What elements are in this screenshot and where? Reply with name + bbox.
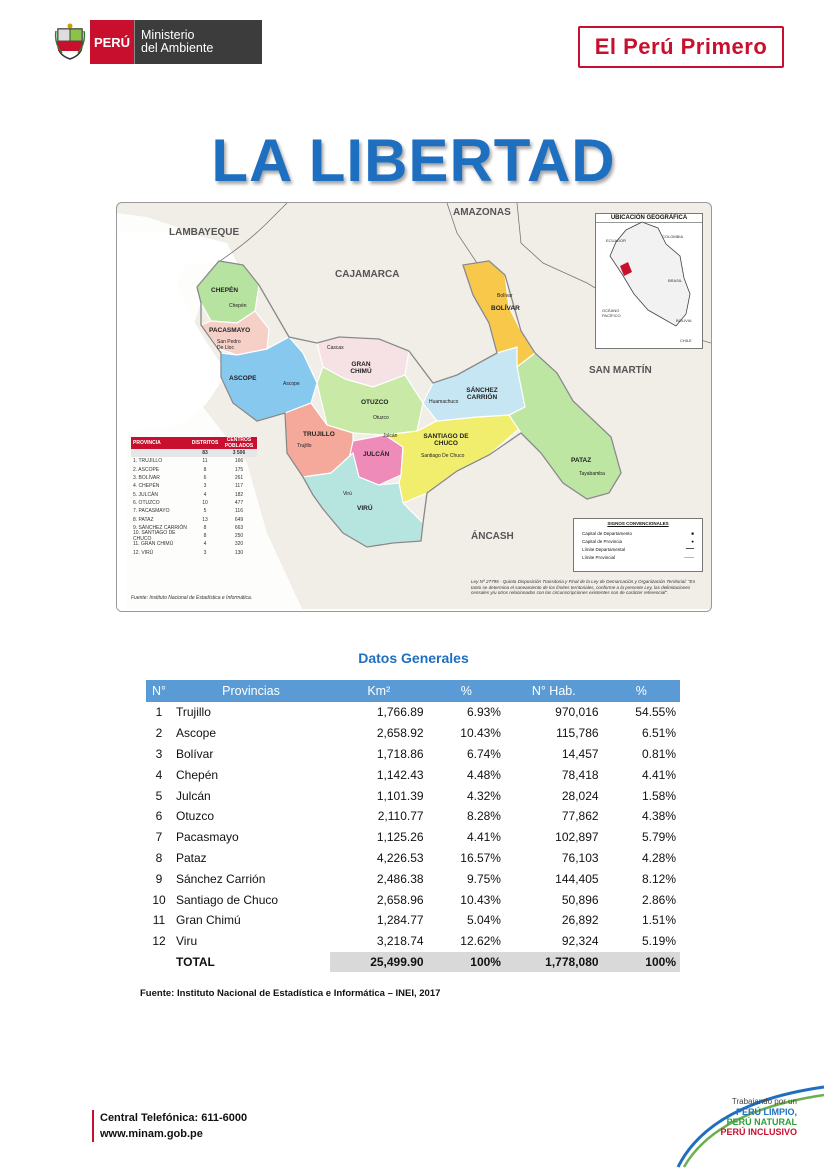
- province-name: Sánchez Carrión: [176, 871, 266, 886]
- area-pct: 10.43%: [460, 892, 501, 907]
- area-pct: 4.48%: [466, 767, 501, 782]
- table-row: [146, 910, 680, 931]
- total-label: TOTAL: [176, 954, 215, 969]
- ministry-line-1: Ministerio: [141, 28, 195, 42]
- map-table-cell: 3: [203, 549, 207, 556]
- legend-item-label: Capital de Departamento: [582, 530, 633, 536]
- area-km2: 1,142.43: [376, 767, 424, 782]
- map-summary-table: [131, 437, 257, 557]
- coat-of-arms-icon: [54, 23, 86, 61]
- population-pct: 8.12%: [641, 871, 676, 886]
- label-ancash: ÁNCASH: [471, 531, 514, 542]
- population-pct: 5.19%: [641, 934, 676, 949]
- population-pct: 0.81%: [641, 746, 676, 761]
- map-table-cell: 1. TRUJILLO: [133, 458, 163, 465]
- province-label: SÁNCHEZ CARRIÓN: [466, 387, 498, 401]
- legend-item: [574, 545, 702, 553]
- population-pct: 1.51%: [641, 913, 676, 928]
- legend-item-label: Límite Departamental: [582, 546, 626, 552]
- row-number: 4: [155, 767, 163, 782]
- area-pct: 8.28%: [466, 809, 501, 824]
- footer-website-link[interactable]: www.minam.gob.pe: [100, 1128, 203, 1140]
- campaign-text: [720, 1097, 797, 1137]
- footer-campaign-logo: [670, 1083, 827, 1169]
- population: 26,892: [561, 913, 599, 928]
- province-label: BOLÍVAR: [491, 305, 520, 312]
- area-pct: 6.74%: [466, 746, 501, 761]
- campaign-line: PERÚ LIMPIO,: [735, 1107, 797, 1117]
- area-pct: 4.32%: [466, 788, 501, 803]
- map-source: Fuente: Instituto Nacional de Estadística e Informática.: [131, 595, 253, 601]
- map-table-row: [131, 457, 257, 465]
- map-legend: [573, 518, 703, 572]
- province-name: Gran Chimú: [176, 913, 241, 928]
- province-label: GRAN CHIMÚ: [350, 361, 372, 375]
- col-header-hab: N° Hab.: [505, 680, 603, 702]
- area-km2: 2,658.96: [376, 892, 424, 907]
- table-body: [146, 702, 680, 952]
- thick-line-icon: ━━━: [685, 546, 694, 551]
- map-table-cell: 649: [234, 516, 244, 523]
- table-row: [146, 785, 680, 806]
- location-inset: [595, 213, 703, 349]
- map-table-cell: 663: [234, 524, 244, 531]
- population: 28,024: [561, 788, 599, 803]
- legend-item: [574, 529, 702, 537]
- map-table-cell: 10. SANTIAGO DE CHUCO: [133, 530, 176, 543]
- ministry-line-2: del Ambiente: [141, 41, 214, 55]
- row-number: 8: [155, 850, 163, 865]
- province-name: Viru: [176, 934, 198, 949]
- province-name: Julcán: [176, 788, 211, 803]
- map-table-cell: 3. BOLÍVAR: [133, 475, 160, 482]
- legend-item-label: Capital de Provincia: [582, 538, 623, 544]
- row-number: 5: [155, 788, 163, 803]
- map-table-cell: 182: [234, 491, 244, 498]
- inset-label: COLOMBIA: [662, 234, 684, 239]
- inset-label: OCÉANO PACÍFICO: [602, 308, 621, 318]
- area-pct: 5.04%: [466, 913, 501, 928]
- legend-item: [574, 553, 702, 561]
- map-table-header: [131, 437, 257, 449]
- inset-label: BOLIVIA: [676, 318, 692, 323]
- map-table-cell: 10: [202, 499, 208, 506]
- map-table-cell: 8: [203, 524, 207, 531]
- footer-contact: [92, 1110, 247, 1142]
- map-table-col: DISTRITOS: [191, 440, 219, 446]
- total-pct-area: 100%: [428, 952, 505, 973]
- population: 144,405: [555, 871, 599, 886]
- map-table-cell: 13: [202, 516, 208, 523]
- map-table-cell: 9. SÁNCHEZ CARRIÓN: [133, 524, 187, 531]
- capital-label: Cascas: [327, 345, 344, 351]
- province-label: JULCÁN: [363, 451, 390, 458]
- province-label: VIRÚ: [357, 505, 373, 512]
- map-table-cell: 5. JULCÁN: [133, 491, 159, 498]
- area-pct: 6.93%: [466, 705, 501, 720]
- population-pct: 2.86%: [641, 892, 676, 907]
- population-pct: 4.28%: [641, 850, 676, 865]
- map-table-cell: 116: [235, 508, 243, 515]
- population-pct: 5.79%: [641, 830, 676, 845]
- population: 77,862: [561, 809, 599, 824]
- capital-label: Trujillo: [297, 443, 312, 449]
- legend-item: [574, 537, 702, 545]
- row-number: 3: [155, 746, 163, 761]
- map-table-cell: 6. OTUZCO: [133, 499, 160, 506]
- table-source: Fuente: Instituto Nacional de Estadística e Informática – INEI, 2017: [140, 988, 441, 999]
- row-number: 9: [155, 871, 163, 886]
- dot-icon: ●: [691, 538, 694, 544]
- map-table-cell: 4: [203, 491, 207, 498]
- table-row: [146, 744, 680, 765]
- area-pct: 4.41%: [466, 830, 501, 845]
- province-name: Chepén: [176, 767, 219, 782]
- map-table-cell: 477: [234, 499, 244, 506]
- map-table-cell: 2. ASCOPE: [133, 466, 160, 473]
- area-km2: 1,718.86: [376, 746, 424, 761]
- map-table-row: [131, 499, 257, 507]
- table-row: [146, 868, 680, 889]
- map-table-cell: 4. CHEPÉN: [133, 483, 160, 490]
- map-table-cell: 8. PATAZ: [133, 516, 154, 523]
- map-table-row: [131, 540, 257, 548]
- capital-label: Santiago De Chuco: [421, 453, 465, 459]
- area-km2: 1,125.26: [376, 830, 424, 845]
- map-table-rows: [131, 457, 257, 557]
- table-header-row: [146, 680, 680, 702]
- peru-label: PERÚ: [90, 20, 134, 64]
- area-km2: 4,226.53: [376, 850, 424, 865]
- inset-label: BRASIL: [668, 278, 683, 283]
- area-km2: 1,766.89: [376, 705, 424, 720]
- table-row: [146, 827, 680, 848]
- map-table-col: CENTROS POBLADOS: [224, 437, 254, 449]
- area-pct: 16.57%: [460, 850, 501, 865]
- capital-label: Julcán: [383, 433, 398, 439]
- table-row: [146, 931, 680, 952]
- capital-label: Bolívar: [497, 293, 513, 299]
- map-table-cell: 250: [234, 533, 244, 540]
- population-pct: 4.38%: [641, 809, 676, 824]
- map-table-cell: 166: [234, 458, 244, 465]
- province-map: [116, 202, 712, 612]
- map-table-row: [131, 466, 257, 474]
- area-km2: 2,110.77: [377, 809, 424, 824]
- table-row: [146, 723, 680, 744]
- total-hab: 1,778,080: [505, 952, 603, 973]
- population: 78,418: [561, 767, 599, 782]
- ministry-name: [134, 20, 262, 64]
- province-label: PATAZ: [571, 457, 592, 464]
- map-table-row: [131, 530, 257, 543]
- row-number: 10: [152, 892, 166, 907]
- population: 92,324: [561, 934, 599, 949]
- capital-label: San Pedro De Lloc: [217, 339, 241, 351]
- province-label: ASCOPE: [229, 375, 257, 382]
- map-table-cell: 117: [235, 483, 243, 490]
- area-km2: 1,284.77: [376, 913, 424, 928]
- col-header-provincias: Provincias: [172, 680, 330, 702]
- population-pct: 1.58%: [641, 788, 676, 803]
- table-row: [146, 764, 680, 785]
- footer-phone: Central Telefónica: 611-6000: [100, 1112, 248, 1124]
- row-number: 1: [155, 705, 163, 720]
- map-table-cell: 175: [234, 466, 244, 473]
- map-table-cell: 261: [234, 475, 244, 482]
- capital-label: Huamachuco: [429, 399, 459, 405]
- label-cajamarca: CAJAMARCA: [335, 269, 400, 280]
- location-inset-title: UBICACIÓN GEOGRÁFICA: [596, 214, 702, 223]
- area-km2: 2,486.38: [376, 871, 424, 886]
- population: 970,016: [555, 705, 599, 720]
- map-table-cell: 11. GRAN CHIMÚ: [133, 541, 174, 548]
- label-amazonas: AMAZONAS: [453, 207, 511, 218]
- campaign-line: Trabajando por un: [731, 1097, 797, 1106]
- map-table-cell: 12. VIRÚ: [133, 549, 154, 556]
- capital-label: Chepén: [229, 303, 247, 309]
- col-header-n: N°: [146, 680, 172, 702]
- province-name: Pacasmayo: [176, 830, 239, 845]
- capital-label: Tayabamba: [579, 471, 605, 477]
- table-title: Datos Generales: [358, 650, 469, 666]
- area-km2: 3,218.74: [376, 934, 424, 949]
- population: 76,103: [561, 850, 599, 865]
- data-table: [146, 680, 680, 972]
- col-header-pct-hab: %: [603, 680, 680, 702]
- area-km2: 1,101.39: [376, 788, 424, 803]
- population: 50,896: [561, 892, 599, 907]
- slogan-logo: El Perú Primero: [578, 26, 784, 68]
- campaign-line: PERÚ NATURAL: [726, 1117, 797, 1127]
- province-name: Trujillo: [176, 705, 211, 720]
- label-san-martin: SAN MARTÍN: [589, 365, 652, 376]
- map-table-cell: 3 506: [232, 450, 246, 457]
- capital-label: Otuzco: [373, 415, 389, 421]
- area-pct: 12.62%: [460, 934, 501, 949]
- thin-line-icon: ───: [684, 554, 694, 560]
- col-header-km2: Km²: [330, 680, 428, 702]
- capital-label: Virú: [343, 491, 352, 497]
- capital-label: Ascope: [283, 381, 300, 387]
- province-label: TRUJILLO: [303, 431, 335, 438]
- map-table-cell: 320: [234, 541, 244, 548]
- map-table-cell: 6: [203, 475, 207, 482]
- area-pct: 9.75%: [466, 871, 501, 886]
- total-cell: [146, 952, 172, 973]
- map-legal-note: Ley Nº 27795 - Quinta Disposición Transitoria y Final de la Ley de Demarcación y Organización Territorial: "En tanto se determina el saneamiento de los límites territoriales, conforme a la presente Ley, las delimitaciones censales y/u otros relacionados con las circunscripciones existentes son de carácter referencial".: [471, 579, 696, 595]
- population: 102,897: [555, 830, 599, 845]
- total-pct-hab: 100%: [603, 952, 680, 973]
- province-label: SANTIAGO DE CHUCO: [423, 433, 469, 447]
- map-table-cell: 7. PACASMAYO: [133, 508, 170, 515]
- row-number: 12: [152, 934, 166, 949]
- population-pct: 4.41%: [641, 767, 676, 782]
- table-row: [146, 889, 680, 910]
- map-table-row: [131, 482, 257, 490]
- square-icon: ■: [691, 530, 694, 536]
- map-table-row: [131, 474, 257, 482]
- province-label: OTUZCO: [361, 399, 389, 406]
- map-table-row: [131, 507, 257, 515]
- area-pct: 10.43%: [460, 726, 501, 741]
- table-row: [146, 702, 680, 723]
- map-table-cell: 130: [234, 549, 244, 556]
- province-label: PACASMAYO: [209, 327, 251, 334]
- map-table-row: [131, 490, 257, 498]
- row-number: 6: [155, 809, 163, 824]
- province-name: Pataz: [176, 850, 207, 865]
- map-legend-title: SIGNOS CONVENCIONALES: [607, 521, 669, 526]
- inset-label: CHILE: [680, 338, 692, 343]
- campaign-line: PERÚ INCLUSIVO: [720, 1127, 797, 1137]
- table-row: [146, 806, 680, 827]
- table-row: [146, 848, 680, 869]
- population: 14,457: [561, 746, 599, 761]
- map-table-col: PROVINCIA: [133, 440, 161, 446]
- label-lambayeque: LAMBAYEQUE: [169, 227, 240, 238]
- map-table-row: [131, 515, 257, 523]
- map-table-cell: 11: [202, 458, 208, 465]
- population: 115,786: [556, 726, 599, 741]
- area-km2: 2,658.92: [376, 726, 424, 741]
- province-name: Otuzco: [176, 809, 215, 824]
- map-table-cell: 8: [203, 533, 207, 540]
- inset-label: ECUADOR: [606, 238, 627, 243]
- row-number: 7: [155, 830, 163, 845]
- ministry-logo: [54, 20, 266, 64]
- map-table-cell: 4: [203, 541, 207, 548]
- province-name: Bolívar: [176, 746, 214, 761]
- province-name: Ascope: [176, 726, 217, 741]
- col-header-pct-area: %: [428, 680, 505, 702]
- population-pct: 54.55%: [635, 705, 676, 720]
- map-table-total: [131, 449, 257, 457]
- map-table-cell: 5: [203, 508, 207, 515]
- page-title: LA LIBERTAD: [211, 127, 616, 194]
- population-pct: 6.51%: [641, 726, 676, 741]
- map-table-cell: 3: [203, 483, 207, 490]
- total-km2: 25,499.90: [330, 952, 428, 973]
- province-label: CHEPÉN: [211, 287, 239, 294]
- province-name: Santiago de Chuco: [176, 892, 279, 907]
- table-total-row: [146, 952, 680, 973]
- legend-item-label: Límite Provincial: [582, 554, 616, 560]
- map-table-row: [131, 549, 257, 557]
- map-table-cell: 8: [203, 466, 207, 473]
- row-number: 2: [155, 726, 163, 741]
- map-table-cell: 83: [202, 450, 208, 457]
- row-number: 11: [152, 913, 166, 928]
